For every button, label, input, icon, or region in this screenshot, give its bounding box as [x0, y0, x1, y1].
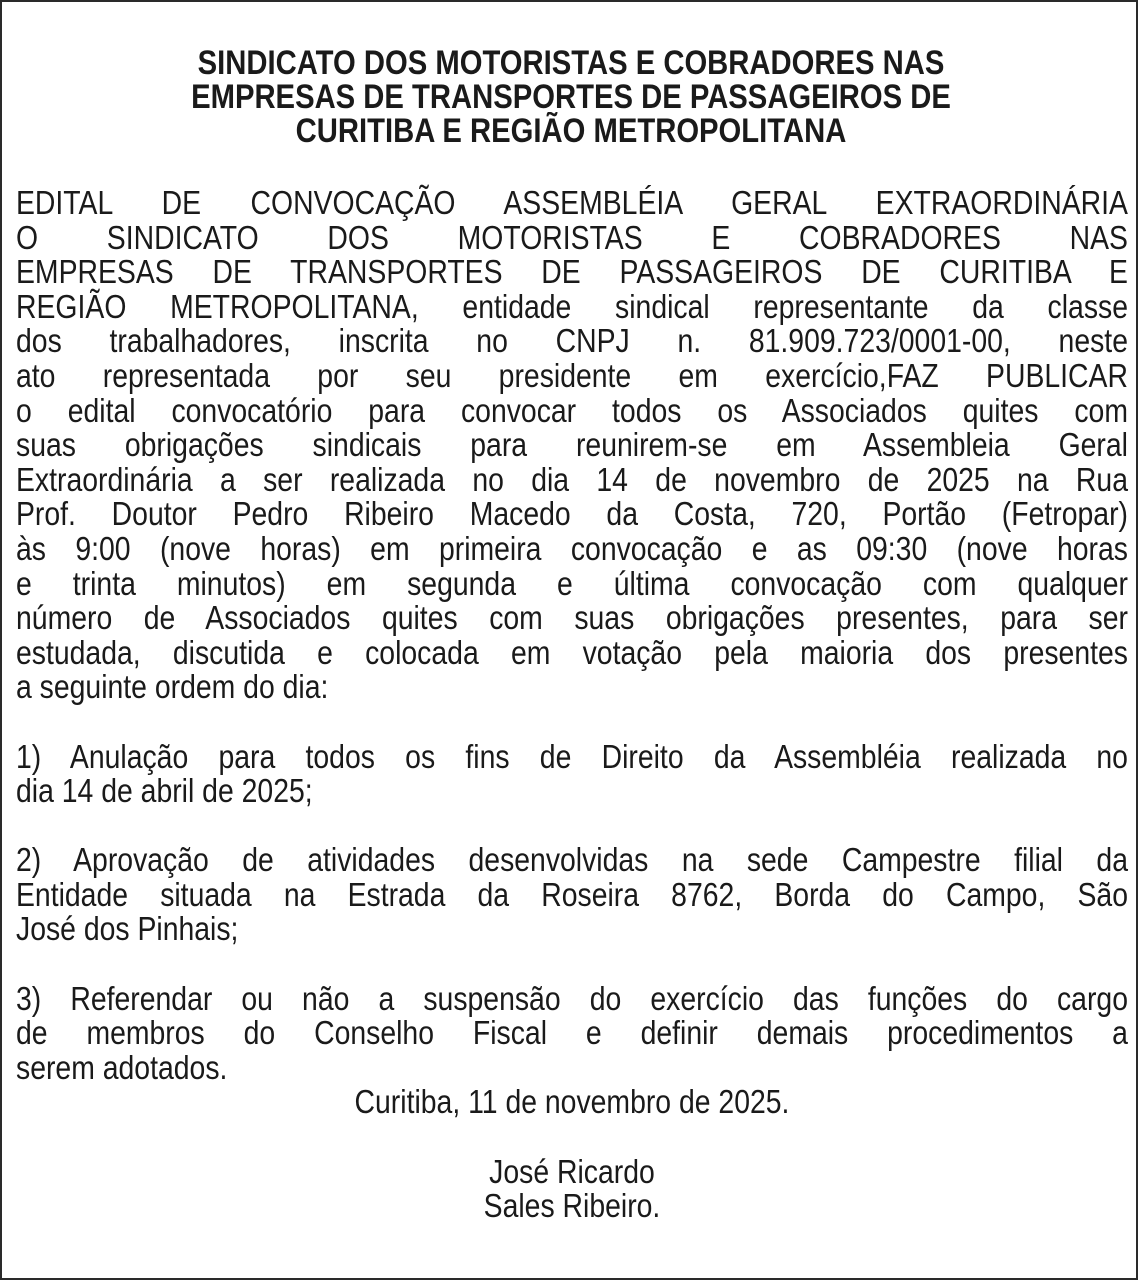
- agenda-line: José dos Pinhais;: [16, 910, 239, 948]
- body-line: número de Associados quites com suas obrigações presentes, para ser: [16, 599, 1128, 637]
- agenda-line: de membros do Conselho Fiscal e definir demais procedimentos a: [16, 1014, 1128, 1052]
- notice-title: [2, 46, 1138, 148]
- body-line: EMPRESAS DE TRANSPORTES DE PASSAGEIROS DE CURITIBA E: [16, 253, 1128, 291]
- notice-body: [16, 186, 1128, 1224]
- date-line: Curitiba, 11 de novembro de 2025.: [354, 1083, 790, 1121]
- body-line: Prof. Doutor Pedro Ribeiro Macedo da Costa, 720, Portão (Fetropar): [16, 495, 1128, 533]
- body-line: Extraordinária a ser realizada no dia 14 de novembro de 2025 na Rua: [16, 460, 1128, 498]
- signature-name: Sales Ribeiro.: [483, 1187, 661, 1225]
- title-line: EMPRESAS DE TRANSPORTES DE PASSAGEIROS DE: [191, 78, 951, 116]
- body-line: às 9:00 (nove horas) em primeira convocação e as 09:30 (nove horas: [16, 529, 1128, 567]
- agenda-line: dia 14 de abril de 2025;: [16, 772, 313, 810]
- body-line: O SINDICATO DOS MOTORISTAS E COBRADORES NAS: [16, 218, 1128, 256]
- agenda-item-3: [16, 979, 1128, 1086]
- body-line: dos trabalhadores, inscrita no CNPJ n. 81.909.723/0001-00, neste: [16, 322, 1128, 360]
- body-line: estudada, discutida e colocada em votação pela maioria dos presentes: [16, 633, 1128, 671]
- body-line: a seguinte ordem do dia:: [16, 668, 329, 706]
- title-line: CURITIBA E REGIÃO METROPOLITANA: [295, 112, 847, 150]
- intro-paragraph: [16, 186, 1128, 705]
- edict-heading: EDITAL DE CONVOCAÇÃO ASSEMBLÉIA GERAL EXTRAORDINÁRIA: [16, 184, 1128, 221]
- body-line: ato representada por seu presidente em exercício,FAZ PUBLICAR: [16, 356, 1128, 394]
- agenda-line: Entidade situada na Estrada da Roseira 8762, Borda do Campo, São: [16, 875, 1128, 913]
- signature-name: José Ricardo: [489, 1152, 655, 1190]
- body-line: e trinta minutos) em segunda e última convocação com qualquer: [16, 564, 1128, 602]
- title-line: SINDICATO DOS MOTORISTAS E COBRADORES NAS: [197, 44, 945, 82]
- signature-block: [16, 1152, 1128, 1225]
- body-line: o edital convocatório para convocar todos os Associados quites com: [16, 391, 1128, 429]
- agenda-line: 3) Referendar ou não a suspensão do exercício das funções do cargo: [16, 979, 1128, 1017]
- agenda-item-1: [16, 737, 1128, 810]
- agenda-line: 2) Aprovação de atividades desenvolvidas na sede Campestre filial da: [16, 841, 1128, 879]
- agenda-line: serem adotados.: [16, 1048, 228, 1086]
- body-line: REGIÃO METROPOLITANA, entidade sindical representante da classe: [16, 287, 1128, 325]
- agenda-line: 1) Anulação para todos os fins de Direito da Assembléia realizada no: [16, 737, 1128, 775]
- body-line: suas obrigações sindicais para reunirem-se em Assembleia Geral: [16, 426, 1128, 464]
- agenda-item-2: [16, 843, 1128, 947]
